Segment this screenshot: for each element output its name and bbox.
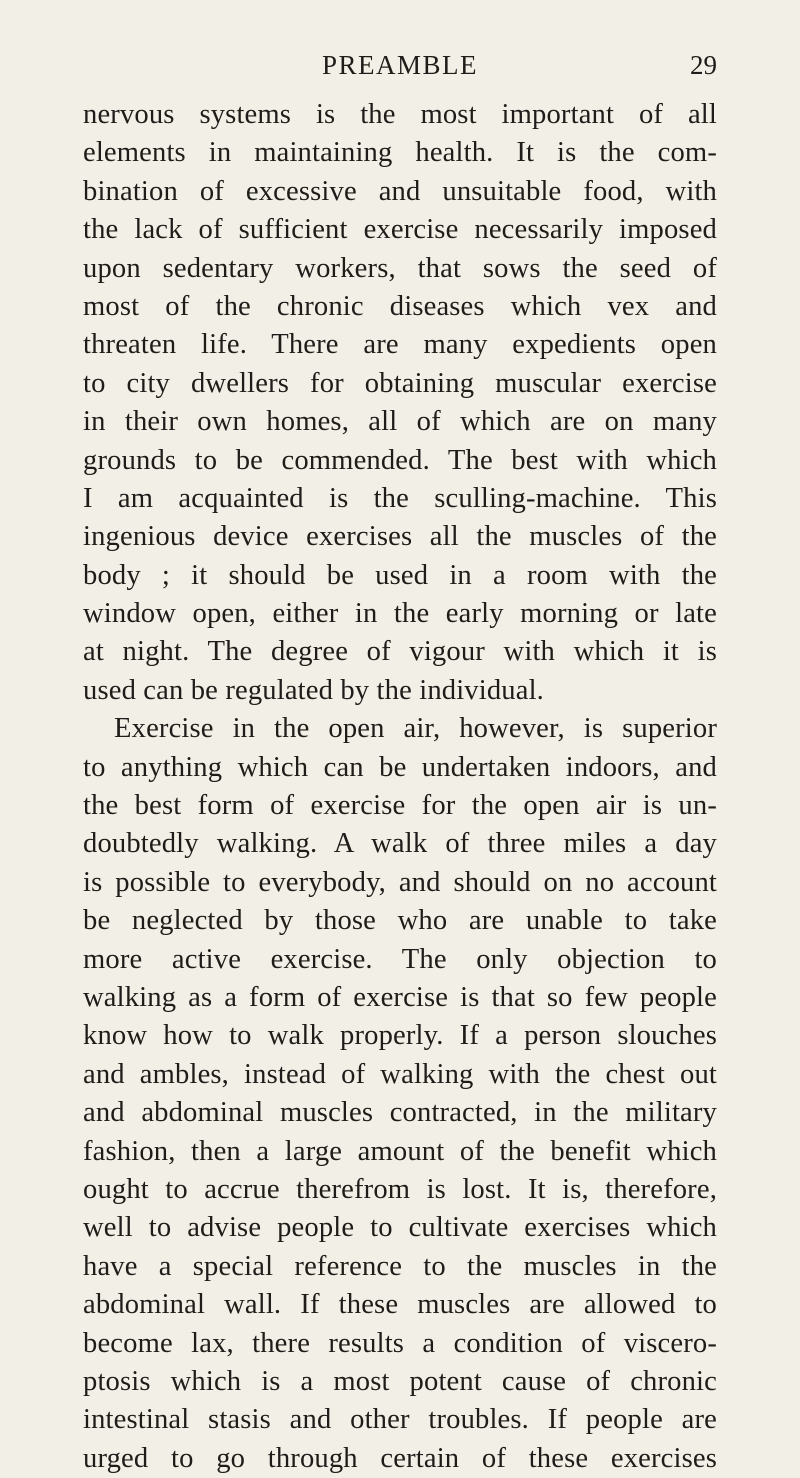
text-line: nervous systems is the most important of all — [83, 99, 717, 130]
text-line: body ; it should be used in a room with the — [83, 559, 717, 591]
text-line: window open, either in the early morning or late — [83, 598, 717, 630]
body-text — [83, 96, 717, 1478]
text-line: well to advise people to cultivate exercises which — [83, 1212, 717, 1244]
text-line: become lax, there results a condition of viscero- — [83, 1327, 717, 1359]
text-line: and abdominal muscles contracted, in the military — [83, 1097, 717, 1129]
text-line: most of the chronic diseases which vex and — [83, 290, 717, 322]
page-number: 29 — [690, 50, 717, 80]
text-line: be neglected by those who are unable to take — [83, 905, 717, 937]
text-line: elements in maintaining health. It is the com- — [83, 137, 717, 169]
text-line: to anything which can be undertaken indoors, and — [83, 751, 717, 783]
text-line: more active exercise. The only objection to — [83, 943, 717, 975]
text-line: urged to go through certain of these exercises — [83, 1442, 717, 1474]
text-line: fashion, then a large amount of the benefit which — [83, 1135, 717, 1167]
text-line: threaten life. There are many expedients open — [83, 329, 717, 361]
text-line: intestinal stasis and other troubles. If people are — [83, 1404, 717, 1436]
text-line: in their own homes, all of which are on many — [83, 406, 717, 438]
text-line: know how to walk properly. If a person slouches — [83, 1020, 717, 1052]
text-line: upon sedentary workers, that sows the seed of — [83, 252, 717, 284]
text-line: doubtedly walking. A walk of three miles a day — [83, 828, 717, 860]
text-line: the lack of sufficient exercise necessarily imposed — [83, 214, 717, 246]
page-header — [0, 47, 800, 83]
text-line: the best form of exercise for the open air is un- — [83, 790, 717, 822]
text-line: bination of excessive and unsuitable food, with — [83, 175, 717, 207]
text-line: ought to accrue therefrom is lost. It is, therefore, — [83, 1173, 717, 1205]
text-line: and ambles, instead of walking with the chest out — [83, 1058, 717, 1090]
text-line-paragraph-start: Exercise in the open air, however, is superior — [114, 713, 717, 745]
text-line: ptosis which is a most potent cause of chronic — [83, 1365, 717, 1397]
text-line: is possible to everybody, and should on no account — [83, 866, 717, 898]
text-line: I am acquainted is the sculling-machine. This — [83, 482, 717, 514]
text-line: have a special reference to the muscles in the — [83, 1250, 717, 1282]
text-line: grounds to be commended. The best with which — [83, 444, 717, 476]
text-line: to city dwellers for obtaining muscular exercise — [83, 367, 717, 399]
text-line: ingenious device exercises all the muscles of the — [83, 521, 717, 553]
text-line: walking as a form of exercise is that so few people — [83, 981, 717, 1013]
text-line: abdominal wall. If these muscles are allowed to — [83, 1289, 717, 1321]
text-line: at night. The degree of vigour with which it is — [83, 636, 717, 668]
running-head: PREAMBLE — [321, 50, 479, 80]
text-line-paragraph-end: used can be regulated by the individual. — [83, 674, 544, 706]
